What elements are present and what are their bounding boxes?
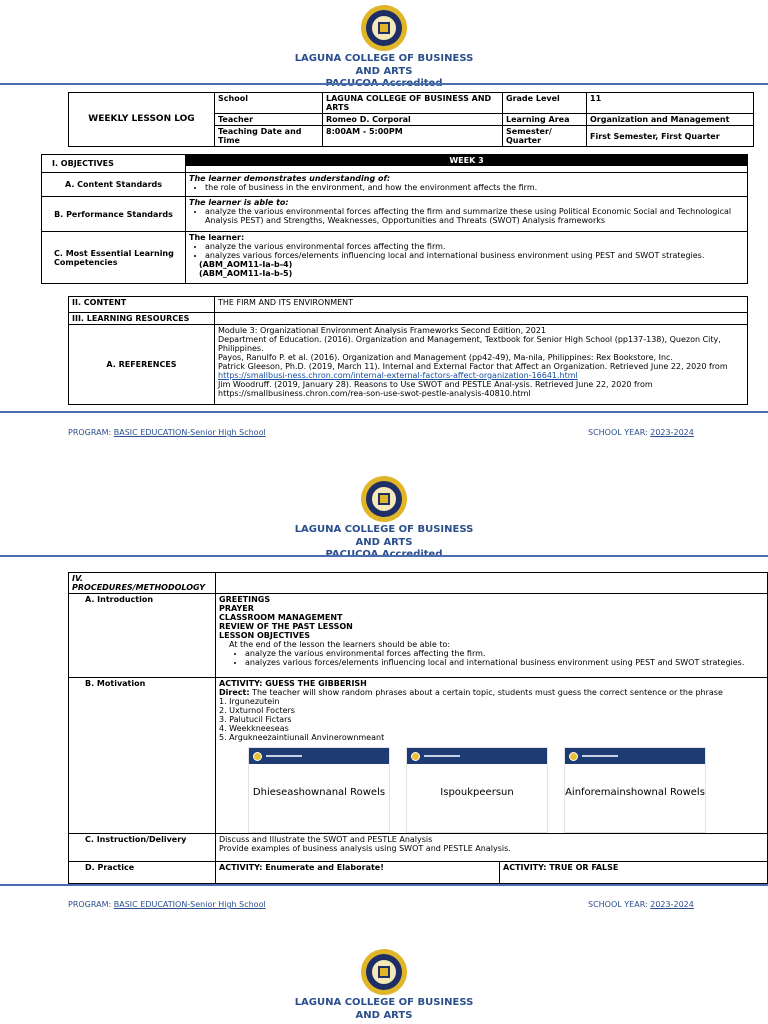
semester-label: Semester/ Quarter <box>503 126 587 147</box>
lesson-log-header-table <box>68 92 754 147</box>
learning-resources-label: III. LEARNING RESOURCES <box>69 313 215 325</box>
melc-item-2: • analyzes various forces/elements influencing local and international business environment using PEST and SWOT strategies. <box>205 251 744 260</box>
gibberish-slide-1 <box>249 748 389 832</box>
program-label: PROGRAM: <box>68 900 114 909</box>
header-divider <box>0 83 768 85</box>
school-label: School <box>215 93 323 114</box>
area-value: Organization and Management <box>587 114 754 126</box>
program-label: PROGRAM: <box>68 428 114 437</box>
direct-label: Direct: <box>219 688 250 697</box>
grade-label: Grade Level <box>503 93 587 114</box>
intro-objective-2: • analyzes various forces/elements influencing local and international business environment using PEST and SWOT strategies. <box>245 658 764 667</box>
slide-3-text: Ainforemainshownal Rowels <box>565 787 705 798</box>
school-logo-icon <box>253 752 262 761</box>
page1-program <box>68 428 266 437</box>
melc-code-2: (ABM_AOM11-Ia-b-5) <box>199 269 293 278</box>
reference-4-link[interactable]: https://smallbusi-ness.chron.com/internal-external-factors-affect-organization-16641.html <box>218 371 578 380</box>
gibberish-2: 2. Uxturnol Focters <box>219 706 295 715</box>
slide-1-text: Dhieseashownanal Rowels <box>252 787 386 798</box>
school-year-value: 2023-2024 <box>650 900 694 909</box>
school-year-label: SCHOOL YEAR: <box>588 900 651 909</box>
header-divider <box>0 555 768 557</box>
performance-standards-label: B. Performance Standards <box>42 197 186 232</box>
direct-text: The teacher will show random phrases about a certain topic, students must guess the correct sentence or the phrase <box>249 688 723 697</box>
practice-activity-1: ACTIVITY: Enumerate and Elaborate! <box>216 862 500 884</box>
content-standards-item: • the role of business in the environment, and how the environment affects the firm. <box>205 183 744 192</box>
school-seal-icon <box>360 4 408 52</box>
gibberish-slides <box>249 748 764 832</box>
intro-greetings: GREETINGS <box>219 595 271 604</box>
instruction-label: C. Instruction/Delivery <box>69 834 216 862</box>
references-label: A. REFERENCES <box>69 325 215 405</box>
content-standards-lead: The learner demonstrates understanding of: <box>189 174 391 183</box>
semester-value: First Semester, First Quarter <box>587 126 754 147</box>
introduction-label: A. Introduction <box>69 594 216 678</box>
gibberish-slide-2 <box>407 748 547 832</box>
practice-activity-2: ACTIVITY: TRUE OR FALSE <box>500 862 768 884</box>
school-seal-icon <box>360 948 408 996</box>
melc-lead: The learner: <box>189 233 245 242</box>
gibberish-slide-3 <box>565 748 705 832</box>
procedures-section-label: PROCEDURES/METHODOLOGY <box>72 583 206 592</box>
reference-1: Module 3: Organizational Environment Analysis Frameworks Second Edition, 2021 <box>218 326 547 335</box>
performance-standards-lead: The learner is able to: <box>189 198 289 207</box>
reference-2: Department of Education. (2016). Organization and Management, Textbook for Senior High School (pp137-138), Quezon City, Philippines. <box>218 335 721 353</box>
school-name-line1: LAGUNA COLLEGE OF BUSINESS <box>294 53 474 64</box>
intro-prayer: PRAYER <box>219 604 254 613</box>
procedures-table <box>68 572 768 884</box>
page1-footer-divider <box>0 411 768 413</box>
melc-label: C. Most Essential Learning Competencies <box>42 232 186 284</box>
program-value: BASIC EDUCATION-Senior High School <box>113 900 266 909</box>
instruction-2: Provide examples of business analysis using SWOT and PESTLE Analysis. <box>219 844 511 853</box>
weekly-lesson-log-title: WEEKLY LESSON LOG <box>69 93 215 147</box>
intro-lesson-objectives: LESSON OBJECTIVES <box>219 631 311 640</box>
school-year-value: 2023-2024 <box>650 428 694 437</box>
intro-objective-1: • analyze the various environmental forces affecting the firm. <box>245 649 764 658</box>
slide-2-text: Ispoukpeersun <box>440 787 514 798</box>
school-seal-icon <box>360 475 408 523</box>
program-value: BASIC EDUCATION-Senior High School <box>113 428 266 437</box>
school-name-line2: AND ARTS <box>355 1010 413 1021</box>
teacher-label: Teacher <box>215 114 323 126</box>
school-logo-icon <box>411 752 420 761</box>
page1-header <box>0 4 768 89</box>
page2-header <box>0 475 768 560</box>
week-banner: WEEK 3 <box>186 155 747 166</box>
gibberish-3: 3. Palutucil Fictars <box>219 715 292 724</box>
reference-3: Payos, Ranulfo P. et al. (2016). Organization and Management (pp42-49), Ma-nila, Philippines: Rex Bookstore, Inc. <box>218 353 673 362</box>
content-resources-table <box>68 296 748 405</box>
page1-school-year <box>588 428 694 437</box>
page2-program <box>68 900 266 909</box>
page3-header <box>0 948 768 1022</box>
melc-code-1: (ABM_AOM11-Ia-b-4) <box>199 260 293 269</box>
school-name-line2: AND ARTS <box>355 537 413 548</box>
teacher-value: Romeo D. Corporal <box>323 114 503 126</box>
school-name-line1: LAGUNA COLLEGE OF BUSINESS <box>294 997 474 1008</box>
motivation-activity-title: ACTIVITY: GUESS THE GIBBERISH <box>219 679 367 688</box>
gibberish-1: 1. Irgunezutein <box>219 697 280 706</box>
performance-standards-item: • analyze the various environmental forces affecting the firm and summarize these using Political Economic Social and Technological Analysis PEST) and Strengths, Weaknesses, Opportunities and Threats (SWOT) Analysis frameworks <box>205 207 744 225</box>
content-label: II. CONTENT <box>69 297 215 313</box>
school-name-line1: LAGUNA COLLEGE OF BUSINESS <box>294 524 474 535</box>
school-name-line2: AND ARTS <box>355 66 413 77</box>
reference-5: Jim Woodruff. (2019, January 28). Reasons to Use SWOT and PESTLE Anal-ysis. Retrieved June 22, 2020 from https://smallbusiness.chron.com/rea-son-use-swot-pestle-analysis-40810.html <box>218 380 653 398</box>
grade-value: 11 <box>587 93 754 114</box>
melc-item-1: • analyze the various environmental forces affecting the firm. <box>205 242 744 251</box>
intro-review: REVIEW OF THE PAST LESSON <box>219 622 353 631</box>
intro-lead: At the end of the lesson the learners should be able to: <box>229 640 451 649</box>
practice-label: D. Practice <box>69 862 216 884</box>
instruction-1: Discuss and Illustrate the SWOT and PESTLE Analysis <box>219 835 433 844</box>
reference-4: Patrick Gleeson, Ph.D. (2019, March 11). Internal and External Factor that Affect an Organization. Retrieved June 22, 2020 from <box>218 362 728 371</box>
time-label: Teaching Date and Time <box>215 126 323 147</box>
school-logo-icon <box>569 752 578 761</box>
content-standards-label: A. Content Standards <box>42 173 186 197</box>
gibberish-4: 4. Weekkneeseas <box>219 724 289 733</box>
content-value: THE FIRM AND ITS ENVIRONMENT <box>215 297 748 313</box>
page2-school-year <box>588 900 694 909</box>
motivation-label: B. Motivation <box>69 678 216 834</box>
procedures-section-num: IV. <box>72 574 83 583</box>
objectives-table <box>41 154 748 284</box>
school-value: LAGUNA COLLEGE OF BUSINESS AND ARTS <box>323 93 503 114</box>
intro-classroom-management: CLASSROOM MANAGEMENT <box>219 613 343 622</box>
time-value: 8:00AM - 5:00PM <box>323 126 503 147</box>
motivation-directions <box>219 688 764 697</box>
gibberish-5: 5. Argukneezaintiunail Anvinerownmeant <box>219 733 385 742</box>
area-label: Learning Area <box>503 114 587 126</box>
school-year-label: SCHOOL YEAR: <box>588 428 651 437</box>
page2-footer-divider <box>0 884 768 886</box>
objectives-section-label: I. OBJECTIVES <box>42 155 186 173</box>
